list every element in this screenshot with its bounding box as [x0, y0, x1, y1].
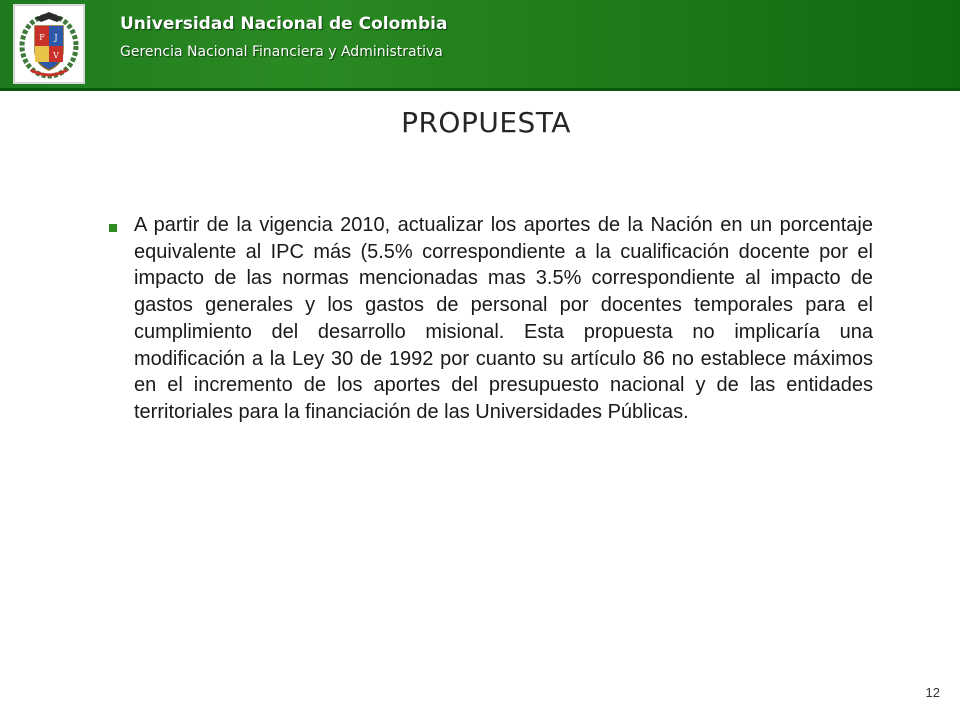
svg-text:J: J — [54, 33, 58, 42]
square-bullet-icon — [109, 224, 117, 232]
bullet-text: A partir de la vigencia 2010, actualizar los aportes de la Nación en un porcentaje equivalente al IPC más (5.5% correspondiente a la cualificación docente por el impacto de las normas mencionadas mas 3.5% correspondiente al impacto de gastos generales y los gastos de personal por docentes temporales para el cumplimiento del desarrollo misional. Esta propuesta no implicaría una modificación a la Ley 30 de 1992 por cuanto su artículo 86 no establece máximos en el incremento de los aportes del presupuesto nacional y de las entidades territoriales para la financiación de las Universidades Públicas. — [134, 214, 873, 423]
svg-text:V: V — [53, 51, 59, 60]
department-name: Gerencia Nacional Financiera y Administrativa — [120, 44, 443, 60]
university-crest-logo — [13, 4, 85, 84]
header-band — [0, 0, 960, 91]
slide-title: PROPUESTA — [401, 106, 571, 139]
page-number: 12 — [925, 685, 940, 700]
university-name: Universidad Nacional de Colombia — [120, 14, 448, 34]
svg-text:F: F — [39, 33, 45, 42]
